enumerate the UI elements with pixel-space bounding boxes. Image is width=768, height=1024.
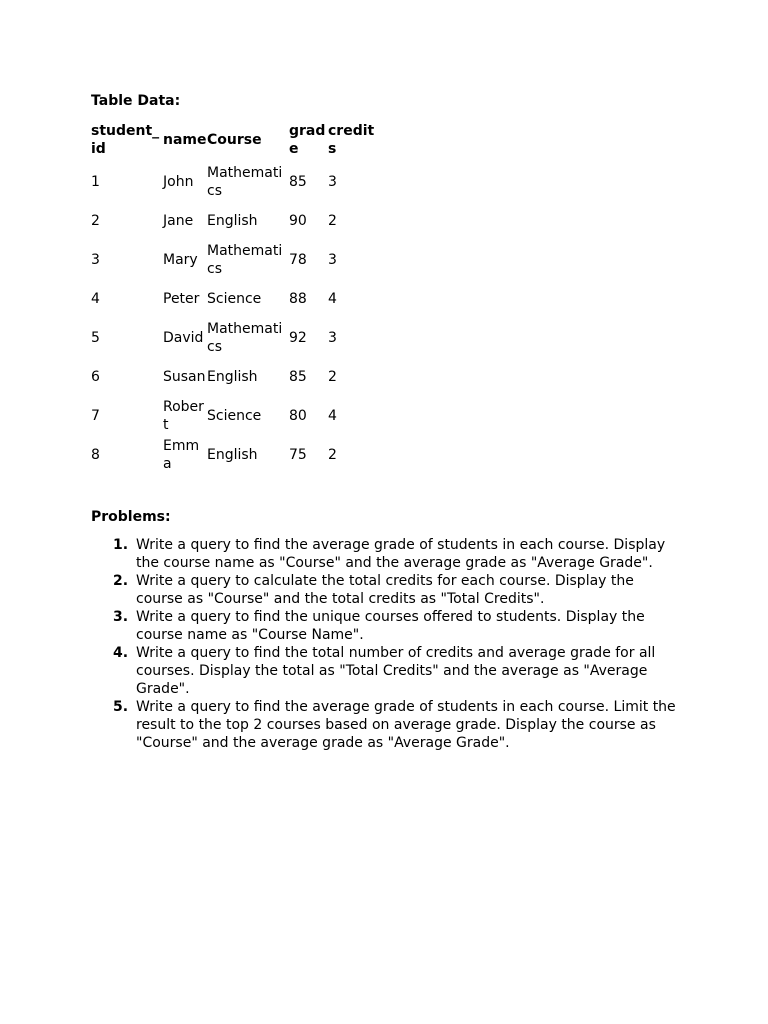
problem-number: 1. (113, 537, 129, 553)
cell-credits: 2 (328, 212, 337, 229)
table-row (91, 201, 375, 240)
cell-name: Susan (163, 368, 206, 385)
column-header-name: name (163, 131, 207, 148)
student-data-table (91, 120, 375, 474)
problem-number: 4. (113, 645, 129, 661)
cell-grade: 78 (289, 251, 307, 268)
problem-text: Write a query to find the unique courses offered to students. Display the course name as "Course Name". (136, 609, 645, 643)
cell-credits: 3 (328, 173, 337, 190)
table-row (91, 279, 375, 318)
cell-credits: 2 (328, 368, 337, 385)
table-row (91, 357, 375, 396)
list-item (91, 572, 684, 608)
problem-text: Write a query to find the total number of credits and average grade for all courses. Display the total as "Total Credits" and the average as "Average Grade". (136, 645, 656, 697)
cell-course: English (207, 446, 258, 463)
problems-section-title: Problems: (91, 509, 171, 525)
table-section-title: Table Data: (91, 93, 181, 109)
cell-credits: 4 (328, 407, 337, 424)
cell-name: Mary (163, 251, 198, 268)
cell-credits: 3 (328, 251, 337, 268)
cell-name: David (163, 329, 204, 346)
cell-grade: 88 (289, 290, 307, 307)
table-row (91, 396, 375, 435)
cell-course: Science (207, 407, 262, 424)
cell-grade: 75 (289, 446, 307, 463)
cell-grade: 92 (289, 329, 307, 346)
cell-name: Robert (163, 398, 204, 433)
cell-student-id: 3 (91, 251, 100, 268)
problem-text: Write a query to find the average grade of students in each course. Display the course name as "Course" and the average grade as "Average Grade". (136, 537, 666, 571)
cell-name: Emma (163, 437, 200, 472)
list-item (91, 536, 684, 572)
table-row (91, 240, 375, 279)
cell-student-id: 6 (91, 368, 100, 385)
list-item (91, 698, 684, 752)
problem-number: 3. (113, 609, 129, 625)
list-item (91, 644, 684, 698)
cell-student-id: 2 (91, 212, 100, 229)
cell-grade: 85 (289, 368, 307, 385)
table-row (91, 162, 375, 201)
cell-student-id: 1 (91, 173, 100, 190)
cell-credits: 3 (328, 329, 337, 346)
cell-course: Mathematics (207, 320, 283, 355)
column-header-grade: grade (289, 122, 326, 157)
cell-course: Science (207, 290, 262, 307)
table-row (91, 435, 375, 474)
cell-student-id: 7 (91, 407, 100, 424)
cell-name: Peter (163, 290, 200, 307)
cell-name: Jane (163, 212, 194, 229)
cell-credits: 4 (328, 290, 337, 307)
problem-text: Write a query to calculate the total credits for each course. Display the course as "Course" and the total credits as "Total Credits". (136, 573, 634, 607)
column-header-student-id: student_id (91, 122, 160, 157)
cell-grade: 85 (289, 173, 307, 190)
problem-number: 5. (113, 699, 129, 715)
column-header-course: Course (207, 131, 262, 148)
cell-student-id: 4 (91, 290, 100, 307)
cell-student-id: 8 (91, 446, 100, 463)
problem-number: 2. (113, 573, 129, 589)
column-header-credits: credits (328, 122, 375, 157)
cell-grade: 90 (289, 212, 307, 229)
cell-credits: 2 (328, 446, 337, 463)
cell-course: English (207, 368, 258, 385)
cell-student-id: 5 (91, 329, 100, 346)
list-item (91, 608, 684, 644)
table-header-row (91, 120, 375, 162)
cell-course: Mathematics (207, 164, 283, 199)
cell-course: English (207, 212, 258, 229)
cell-course: Mathematics (207, 242, 283, 277)
problem-text: Write a query to find the average grade of students in each course. Limit the result to the top 2 courses based on average grade. Display the course as "Course" and the average grade as "Average Grade". (136, 699, 676, 751)
cell-name: John (163, 173, 194, 190)
cell-grade: 80 (289, 407, 307, 424)
problem-list (91, 536, 691, 752)
table-row (91, 318, 375, 357)
document-page (91, 92, 691, 752)
